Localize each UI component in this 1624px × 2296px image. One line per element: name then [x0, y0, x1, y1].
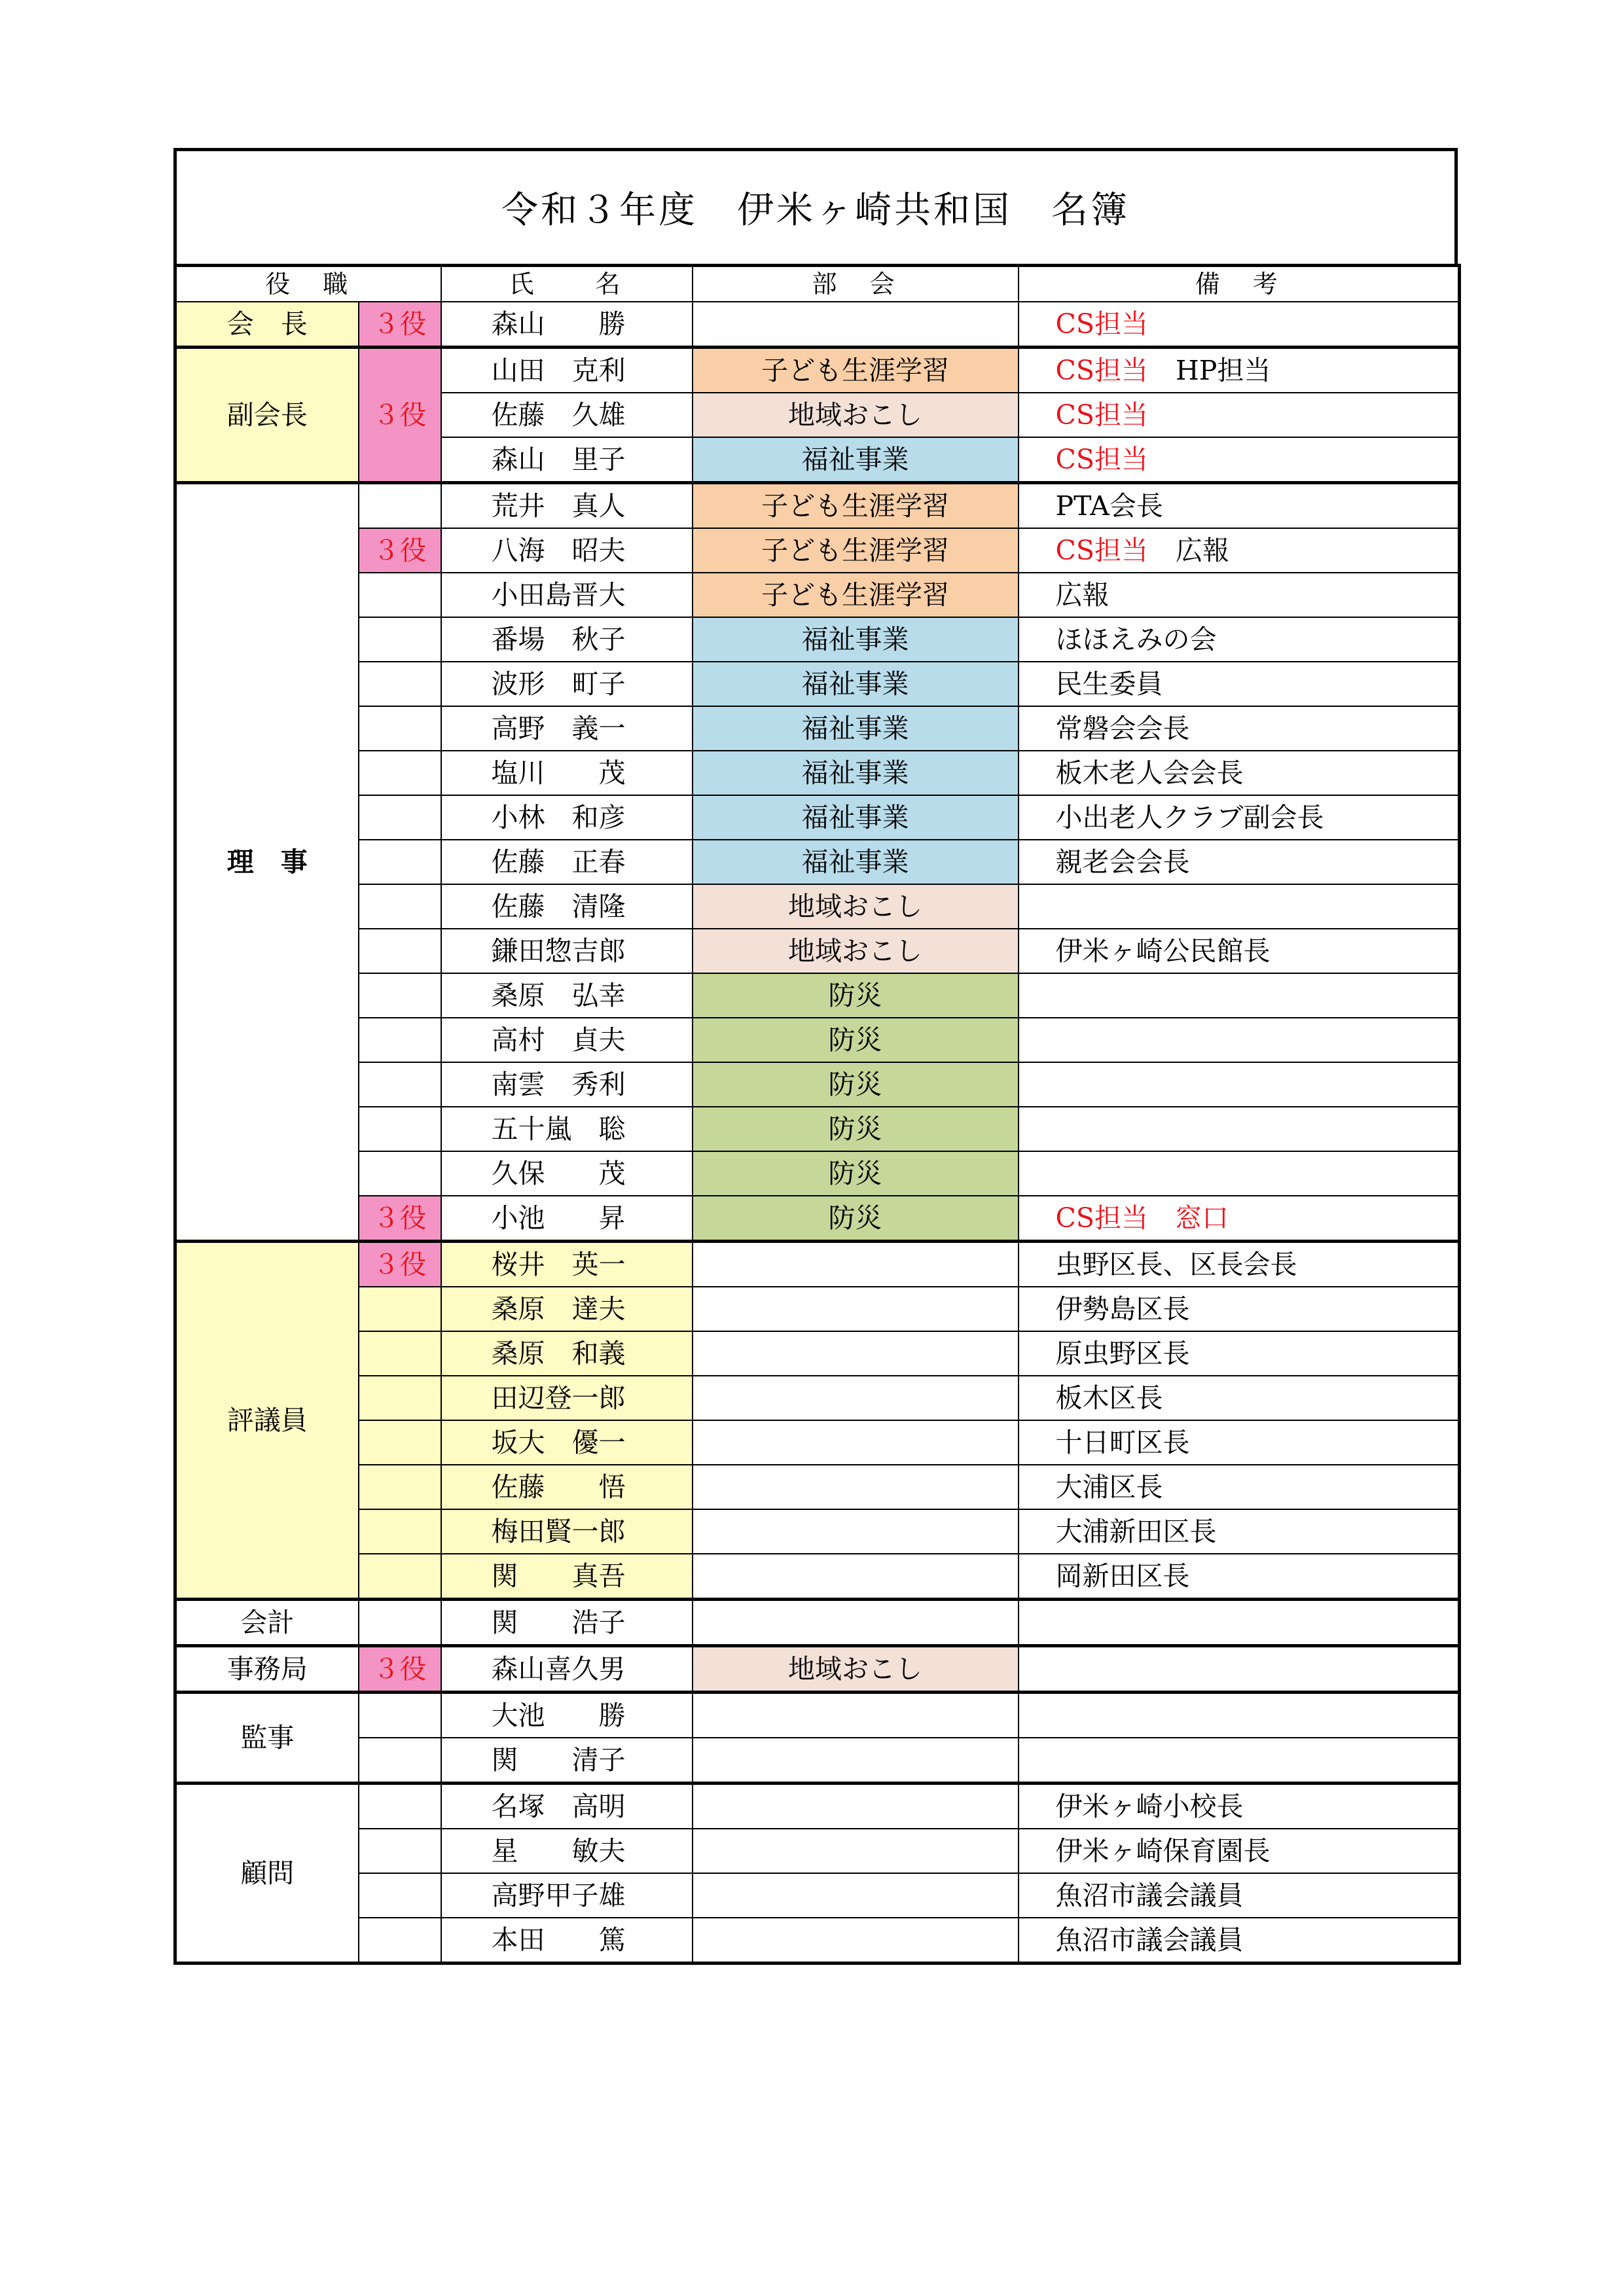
member-name: 佐藤 久雄	[441, 393, 693, 437]
dept-cell: 福祉事業	[693, 706, 1019, 751]
member-name: 関 清子	[441, 1738, 693, 1784]
rank-badge	[359, 1693, 441, 1738]
dept-cell	[693, 1465, 1019, 1509]
table-row	[175, 1242, 1460, 1287]
member-name: 高野 義一	[441, 706, 693, 751]
member-name: 五十嵐 聡	[441, 1107, 693, 1151]
note-text: 板木区長	[1055, 1382, 1163, 1414]
rank-badge	[359, 1107, 441, 1151]
dept-cell: 福祉事業	[693, 662, 1019, 706]
note-cell	[1019, 929, 1460, 973]
rank-badge	[359, 1509, 441, 1554]
rank-badge	[359, 751, 441, 795]
dept-cell: 子ども生涯学習	[693, 348, 1019, 393]
note-red-text: CS担当	[1055, 308, 1148, 340]
rank-badge	[359, 1420, 441, 1465]
table-row	[175, 1738, 1460, 1784]
note-cell	[1019, 884, 1460, 929]
role-cell: 会 長	[175, 302, 359, 348]
note-text: 広報	[1175, 535, 1229, 566]
note-text: 伊米ヶ崎公民館長	[1055, 935, 1271, 967]
note-cell	[1019, 1420, 1460, 1465]
dept-cell: 防災	[693, 1062, 1019, 1107]
dept-cell: 福祉事業	[693, 751, 1019, 795]
role-cell: 理 事	[175, 483, 359, 1242]
dept-cell	[693, 1242, 1019, 1287]
member-name: 梅田賢一郎	[441, 1509, 693, 1554]
member-name: 佐藤 悟	[441, 1465, 693, 1509]
table-row	[175, 1376, 1460, 1420]
table-row	[175, 1151, 1460, 1196]
note-cell	[1019, 573, 1460, 617]
roster-table	[173, 264, 1461, 1965]
member-name: 波形 町子	[441, 662, 693, 706]
rank-badge	[359, 1554, 441, 1600]
rank-badge	[359, 840, 441, 884]
rank-badge	[359, 573, 441, 617]
rank-badge	[359, 795, 441, 840]
roster-body	[175, 302, 1460, 1964]
member-name: 小田島晋大	[441, 573, 693, 617]
rank-badge	[359, 1151, 441, 1196]
member-name: 桑原 弘幸	[441, 973, 693, 1018]
rank-badge	[359, 1600, 441, 1646]
dept-cell	[693, 1331, 1019, 1376]
rank-badge	[359, 1738, 441, 1784]
note-cell	[1019, 302, 1460, 348]
dept-cell: 防災	[693, 1018, 1019, 1062]
dept-cell: 地域おこし	[693, 929, 1019, 973]
dept-cell	[693, 1918, 1019, 1964]
member-name: 小池 昇	[441, 1196, 693, 1242]
note-cell	[1019, 348, 1460, 393]
dept-cell	[693, 1376, 1019, 1420]
rank-badge	[359, 929, 441, 973]
document-title: 令和３年度 伊米ヶ崎共和国 名簿	[173, 148, 1458, 264]
rank-badge	[359, 1829, 441, 1873]
table-row	[175, 929, 1460, 973]
note-red-text: CS担当	[1055, 355, 1148, 386]
table-row	[175, 795, 1460, 840]
member-name: 小林 和彦	[441, 795, 693, 840]
dept-cell: 地域おこし	[693, 393, 1019, 437]
dept-cell: 防災	[693, 1107, 1019, 1151]
table-row	[175, 1829, 1460, 1873]
note-text: 伊勢島区長	[1055, 1293, 1190, 1325]
table-row	[175, 483, 1460, 529]
dept-cell: 防災	[693, 1196, 1019, 1242]
note-cell	[1019, 1018, 1460, 1062]
rank-badge: ３役	[359, 1196, 441, 1242]
dept-cell	[693, 1693, 1019, 1738]
member-name: 森山 里子	[441, 437, 693, 483]
member-name: 田辺登一郎	[441, 1376, 693, 1420]
role-cell: 会計	[175, 1600, 359, 1646]
table-row	[175, 1062, 1460, 1107]
dept-cell	[693, 1829, 1019, 1873]
member-name: 久保 茂	[441, 1151, 693, 1196]
table-row	[175, 348, 1460, 393]
member-name: 桑原 和義	[441, 1331, 693, 1376]
table-row	[175, 973, 1460, 1018]
dept-cell	[693, 1509, 1019, 1554]
note-red-text: CS担当 窓口	[1055, 1202, 1229, 1234]
note-text: 小出老人クラブ副会長	[1055, 802, 1324, 833]
table-row	[175, 1196, 1460, 1242]
rank-badge	[359, 662, 441, 706]
rank-badge	[359, 1018, 441, 1062]
note-cell	[1019, 483, 1460, 529]
note-cell	[1019, 973, 1460, 1018]
table-row	[175, 1784, 1460, 1829]
note-cell	[1019, 617, 1460, 662]
rank-badge	[359, 706, 441, 751]
rank-badge	[359, 483, 441, 529]
member-name: 佐藤 清隆	[441, 884, 693, 929]
rank-badge: ３役	[359, 1646, 441, 1693]
note-cell	[1019, 1784, 1460, 1829]
rank-badge	[359, 973, 441, 1018]
rank-badge: ３役	[359, 528, 441, 573]
note-text: 親老会会長	[1055, 846, 1190, 878]
role-cell: 評議員	[175, 1242, 359, 1600]
note-cell	[1019, 1465, 1460, 1509]
rank-badge: ３役	[359, 1242, 441, 1287]
dept-cell	[693, 1873, 1019, 1918]
member-name: 桜井 英一	[441, 1242, 693, 1287]
note-text: 大浦区長	[1055, 1471, 1163, 1503]
member-name: 関 真吾	[441, 1554, 693, 1600]
dept-cell	[693, 302, 1019, 348]
note-cell	[1019, 1918, 1460, 1964]
note-text: PTA会長	[1055, 490, 1163, 522]
dept-cell	[693, 1738, 1019, 1784]
dept-cell: 福祉事業	[693, 840, 1019, 884]
note-text: 大浦新田区長	[1055, 1516, 1217, 1547]
member-name: 鎌田惣吉郎	[441, 929, 693, 973]
table-row	[175, 1693, 1460, 1738]
table-row	[175, 1600, 1460, 1646]
note-text: 虫野区長、区長会長	[1055, 1249, 1297, 1280]
note-cell	[1019, 1331, 1460, 1376]
dept-cell	[693, 1420, 1019, 1465]
header-dept: 部 会	[693, 266, 1019, 302]
note-cell	[1019, 1554, 1460, 1600]
rank-badge	[359, 1287, 441, 1331]
dept-cell	[693, 1784, 1019, 1829]
member-name: 番場 秋子	[441, 617, 693, 662]
member-name: 高村 貞夫	[441, 1018, 693, 1062]
note-cell	[1019, 1287, 1460, 1331]
rank-badge	[359, 1062, 441, 1107]
note-text: 板木老人会会長	[1055, 757, 1244, 789]
member-name: 森山喜久男	[441, 1646, 693, 1693]
note-red-text: CS担当	[1055, 399, 1148, 431]
table-row	[175, 302, 1460, 348]
note-cell	[1019, 1738, 1460, 1784]
note-text: 広報	[1055, 579, 1110, 611]
dept-cell: 福祉事業	[693, 795, 1019, 840]
note-cell	[1019, 528, 1460, 573]
roster-document	[173, 148, 1458, 1965]
note-cell	[1019, 795, 1460, 840]
dept-cell: 福祉事業	[693, 437, 1019, 483]
note-cell	[1019, 706, 1460, 751]
note-cell	[1019, 1151, 1460, 1196]
dept-cell: 防災	[693, 1151, 1019, 1196]
note-cell	[1019, 1873, 1460, 1918]
dept-cell: 福祉事業	[693, 617, 1019, 662]
table-row	[175, 1420, 1460, 1465]
table-row	[175, 1465, 1460, 1509]
note-text: 十日町区長	[1055, 1427, 1190, 1458]
note-cell	[1019, 1376, 1460, 1420]
header-note: 備 考	[1019, 266, 1460, 302]
note-cell	[1019, 1509, 1460, 1554]
note-cell	[1019, 1107, 1460, 1151]
table-row	[175, 840, 1460, 884]
rank-badge	[359, 884, 441, 929]
note-text: 伊米ヶ崎小校長	[1055, 1791, 1244, 1822]
member-name: 高野甲子雄	[441, 1873, 693, 1918]
role-cell: 顧問	[175, 1784, 359, 1964]
table-row	[175, 573, 1460, 617]
rank-badge	[359, 617, 441, 662]
table-row	[175, 1287, 1460, 1331]
member-name: 星 敏夫	[441, 1829, 693, 1873]
note-text: 伊米ヶ崎保育園長	[1055, 1835, 1271, 1867]
note-cell	[1019, 1646, 1460, 1693]
dept-cell	[693, 1287, 1019, 1331]
table-row	[175, 884, 1460, 929]
note-text: 魚沼市議会議員	[1055, 1924, 1244, 1956]
dept-cell: 地域おこし	[693, 1646, 1019, 1693]
note-text: HP担当	[1175, 355, 1271, 386]
table-row	[175, 528, 1460, 573]
note-text: 民生委員	[1055, 668, 1163, 700]
rank-badge	[359, 1784, 441, 1829]
table-row	[175, 751, 1460, 795]
note-text: 常磐会会長	[1055, 713, 1190, 744]
rank-badge: ３役	[359, 348, 441, 483]
member-name: 大池 勝	[441, 1693, 693, 1738]
rank-badge	[359, 1331, 441, 1376]
note-cell	[1019, 393, 1460, 437]
role-cell: 副会長	[175, 348, 359, 483]
member-name: 山田 克利	[441, 348, 693, 393]
table-row	[175, 706, 1460, 751]
member-name: 八海 昭夫	[441, 528, 693, 573]
table-row	[175, 1646, 1460, 1693]
member-name: 荒井 真人	[441, 483, 693, 529]
note-cell	[1019, 1062, 1460, 1107]
header-role: 役 職	[175, 266, 441, 302]
table-row	[175, 1554, 1460, 1600]
dept-cell: 地域おこし	[693, 884, 1019, 929]
member-name: 名塚 高明	[441, 1784, 693, 1829]
note-cell	[1019, 751, 1460, 795]
rank-badge	[359, 1465, 441, 1509]
role-cell: 監事	[175, 1693, 359, 1784]
table-row	[175, 1107, 1460, 1151]
dept-cell	[693, 1600, 1019, 1646]
note-cell	[1019, 662, 1460, 706]
note-red-text: CS担当	[1055, 535, 1148, 566]
dept-cell	[693, 1554, 1019, 1600]
member-name: 本田 篤	[441, 1918, 693, 1964]
rank-badge	[359, 1376, 441, 1420]
table-row	[175, 1873, 1460, 1918]
note-text: 魚沼市議会議員	[1055, 1880, 1244, 1911]
note-text: 岡新田区長	[1055, 1560, 1190, 1592]
note-text: ほほえみの会	[1055, 624, 1217, 655]
note-cell	[1019, 1242, 1460, 1287]
member-name: 森山 勝	[441, 302, 693, 348]
note-cell	[1019, 1693, 1460, 1738]
note-cell	[1019, 437, 1460, 483]
rank-badge	[359, 1873, 441, 1918]
member-name: 関 浩子	[441, 1600, 693, 1646]
table-row	[175, 1509, 1460, 1554]
role-cell: 事務局	[175, 1646, 359, 1693]
header-name: 氏 名	[441, 266, 693, 302]
header-row	[175, 266, 1460, 302]
table-row	[175, 662, 1460, 706]
dept-cell: 防災	[693, 973, 1019, 1018]
table-row	[175, 617, 1460, 662]
dept-cell: 子ども生涯学習	[693, 483, 1019, 529]
note-cell	[1019, 1600, 1460, 1646]
table-row	[175, 1018, 1460, 1062]
note-cell	[1019, 1829, 1460, 1873]
member-name: 塩川 茂	[441, 751, 693, 795]
note-cell	[1019, 840, 1460, 884]
note-cell	[1019, 1196, 1460, 1242]
table-row	[175, 1331, 1460, 1376]
member-name: 南雲 秀利	[441, 1062, 693, 1107]
note-text: 原虫野区長	[1055, 1338, 1190, 1369]
dept-cell: 子ども生涯学習	[693, 528, 1019, 573]
dept-cell: 子ども生涯学習	[693, 573, 1019, 617]
table-row	[175, 1918, 1460, 1964]
member-name: 桑原 達夫	[441, 1287, 693, 1331]
rank-badge	[359, 1918, 441, 1964]
note-red-text: CS担当	[1055, 444, 1148, 475]
rank-badge: ３役	[359, 302, 441, 348]
member-name: 坂大 優一	[441, 1420, 693, 1465]
member-name: 佐藤 正春	[441, 840, 693, 884]
